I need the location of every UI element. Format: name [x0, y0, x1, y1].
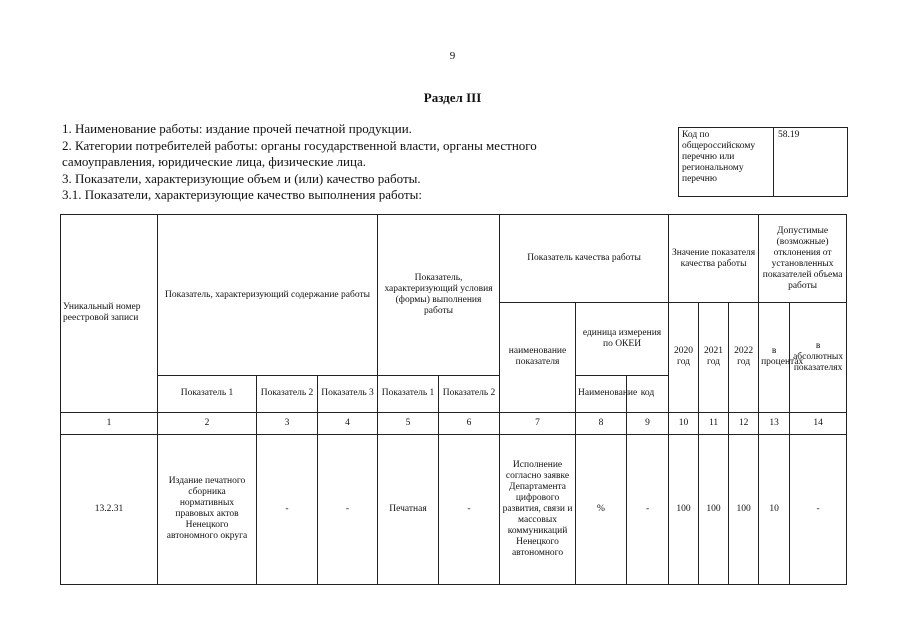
header-year-2022: 2022 год [729, 303, 759, 412]
column-numbers-row [61, 412, 847, 434]
table-row [61, 434, 847, 584]
column-number: 6 [439, 412, 500, 434]
cell-unit-name: % [576, 434, 627, 584]
cell-indicator: Исполнение согласно заявке Департамента цифрового развития, связи и массовых коммуникаций Ненецкого автономного [500, 434, 576, 584]
cell-dev-percent: 10 [759, 434, 790, 584]
cell-value-2020: 100 [669, 434, 699, 584]
column-number: 9 [627, 412, 669, 434]
cell-dev-absolute: - [790, 434, 847, 584]
code-box [678, 127, 848, 197]
cell-unit-code: - [627, 434, 669, 584]
intro-line: 3. Показатели, характеризующие объем и (или) качество работы. [62, 170, 421, 186]
column-number: 12 [729, 412, 759, 434]
header-quality-indicator: Показатель качества работы [500, 215, 669, 303]
header-in-absolute: в абсолютных показателях [790, 303, 847, 412]
column-number: 13 [759, 412, 790, 434]
section-title: Раздел III [423, 90, 482, 105]
header-quality-value: Значение показателя качества работы [669, 215, 759, 303]
intro-line: 1. Наименование работы: издание прочей печатной продукции. [62, 121, 412, 136]
header-unit: единица измерения по ОКЕИ [576, 303, 669, 376]
column-number: 2 [158, 412, 257, 434]
header-year-2020: 2020 год [669, 303, 699, 412]
column-number: 8 [576, 412, 627, 434]
cell-value-2021: 100 [699, 434, 729, 584]
header-content-3: Показатель 3 [318, 376, 378, 412]
cell-content-1: Издание печатного сборника нормативных правовых актов Ненецкого автономного округа [158, 434, 257, 584]
page-number: 9 [449, 50, 456, 62]
column-number: 7 [500, 412, 576, 434]
column-number: 5 [378, 412, 439, 434]
header-content-indicator: Показатель, характеризующий содержание работы [158, 215, 378, 376]
quality-indicators-table [60, 214, 847, 585]
intro-line: 2. Категории потребителей работы: органы государственной власти, органы местного [62, 137, 537, 153]
cell-content-3: - [318, 434, 378, 584]
header-cond-1: Показатель 1 [378, 376, 439, 412]
column-number: 4 [318, 412, 378, 434]
header-conditions-indicator: Показатель, характеризующий условия (формы) выполнения работы [378, 215, 500, 376]
header-content-1: Показатель 1 [158, 376, 257, 412]
column-number: 10 [669, 412, 699, 434]
column-number: 11 [699, 412, 729, 434]
column-number: 1 [61, 412, 158, 434]
code-box-label: Код по общероссийскому перечню или региональному перечню [679, 128, 774, 196]
intro-text [62, 121, 662, 204]
code-box-value: 58.19 [778, 130, 800, 140]
header-unit-code: код [627, 376, 669, 412]
header-in-percent: в процентах [759, 303, 790, 412]
cell-value-2022: 100 [729, 434, 759, 584]
cell-registry: 13.2.31 [61, 434, 158, 584]
header-deviations: Допустимые (возможные) отклонения от установленных показателей объема работы [759, 215, 847, 303]
cell-cond-1: Печатная [378, 434, 439, 584]
column-number: 14 [790, 412, 847, 434]
intro-line: самоуправления, юридические лица, физические лица. [62, 154, 366, 169]
column-number: 3 [257, 412, 318, 434]
header-year-2021: 2021 год [699, 303, 729, 412]
header-content-2: Показатель 2 [257, 376, 318, 412]
intro-line: 3.1. Показатели, характеризующие качество выполнения работы: [62, 187, 422, 202]
header-unique-number: Уникальный номер реестровой записи [61, 215, 158, 413]
cell-content-2: - [257, 434, 318, 584]
header-indicator-name: наименование показателя [500, 303, 576, 412]
header-cond-2: Показатель 2 [439, 376, 500, 412]
cell-cond-2: - [439, 434, 500, 584]
header-unit-name: Наименование [576, 376, 627, 412]
